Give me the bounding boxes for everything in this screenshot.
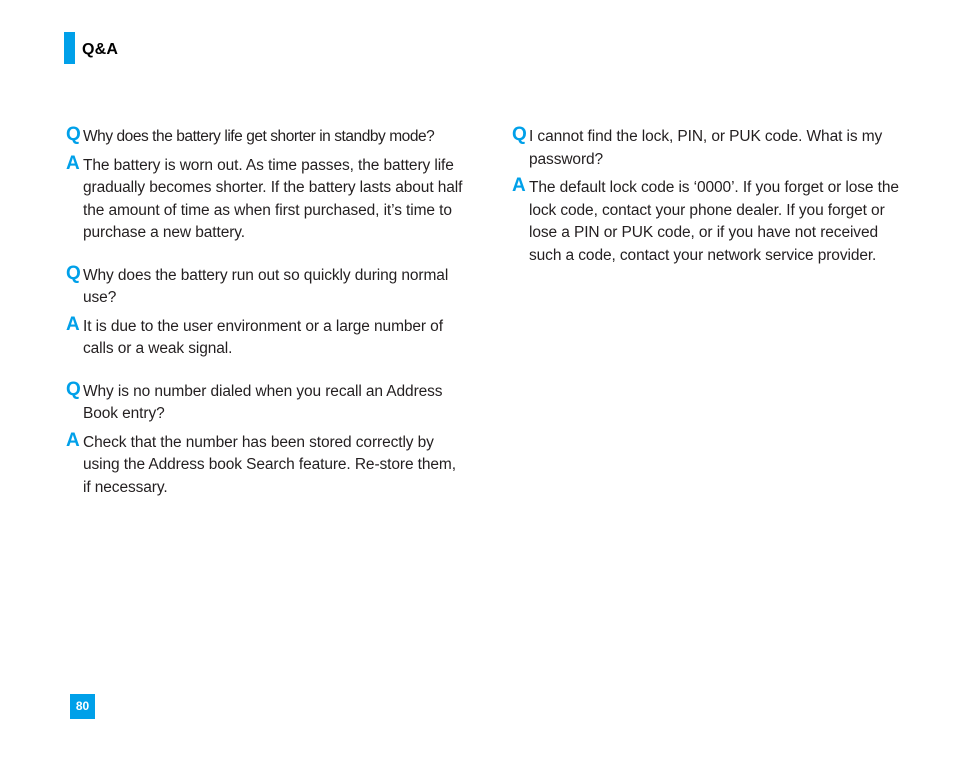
- page-number: 80: [70, 694, 95, 719]
- qa-item: [66, 126, 466, 245]
- question-row: [66, 378, 466, 426]
- answer-marker: A: [66, 152, 80, 174]
- question-text: Why does the battery life get shorter in standby mode?: [83, 128, 435, 145]
- answer-text: It is due to the user environment or a large number of calls or a weak signal.: [83, 317, 443, 357]
- right-column: [512, 126, 912, 287]
- answer-marker: A: [66, 313, 80, 335]
- qa-item: [512, 126, 912, 267]
- answer-text: The battery is worn out. As time passes, the battery life gradually becomes shorter. If the battery lasts about half the amount of time as when first purchased, it’s time to purchase a new battery.: [83, 156, 463, 241]
- question-text: Why is no number dialed when you recall an Address Book entry?: [83, 382, 443, 422]
- answer-row: [66, 429, 466, 500]
- answer-marker: A: [66, 429, 80, 451]
- question-marker: Q: [512, 124, 527, 145]
- question-marker: Q: [66, 262, 81, 284]
- question-row: [512, 126, 912, 171]
- section-title: Q&A: [82, 41, 119, 58]
- question-row: [66, 126, 466, 149]
- qa-item: [66, 262, 466, 361]
- question-marker: Q: [66, 378, 81, 400]
- answer-row: [512, 177, 912, 267]
- header-accent-bar: [64, 32, 75, 64]
- answer-row: [66, 313, 466, 361]
- answer-text: Check that the number has been stored correctly by using the Address book Search feature. Re-store them, if necessary.: [83, 433, 456, 496]
- answer-row: [66, 152, 466, 245]
- answer-marker: A: [512, 175, 526, 196]
- left-column: [66, 126, 466, 519]
- answer-text: The default lock code is ‘0000’. If you forget or lose the lock code, contact your phone dealer. If you forget or lose a PIN or PUK code, or if you have not received such a code, contact your network service provider.: [529, 179, 899, 264]
- question-row: [66, 262, 466, 310]
- question-text: I cannot find the lock, PIN, or PUK code. What is my password?: [529, 128, 883, 168]
- question-marker: Q: [66, 124, 81, 145]
- section-header: [64, 32, 118, 64]
- question-text: Why does the battery run out so quickly during normal use?: [83, 266, 449, 306]
- qa-item: [66, 378, 466, 500]
